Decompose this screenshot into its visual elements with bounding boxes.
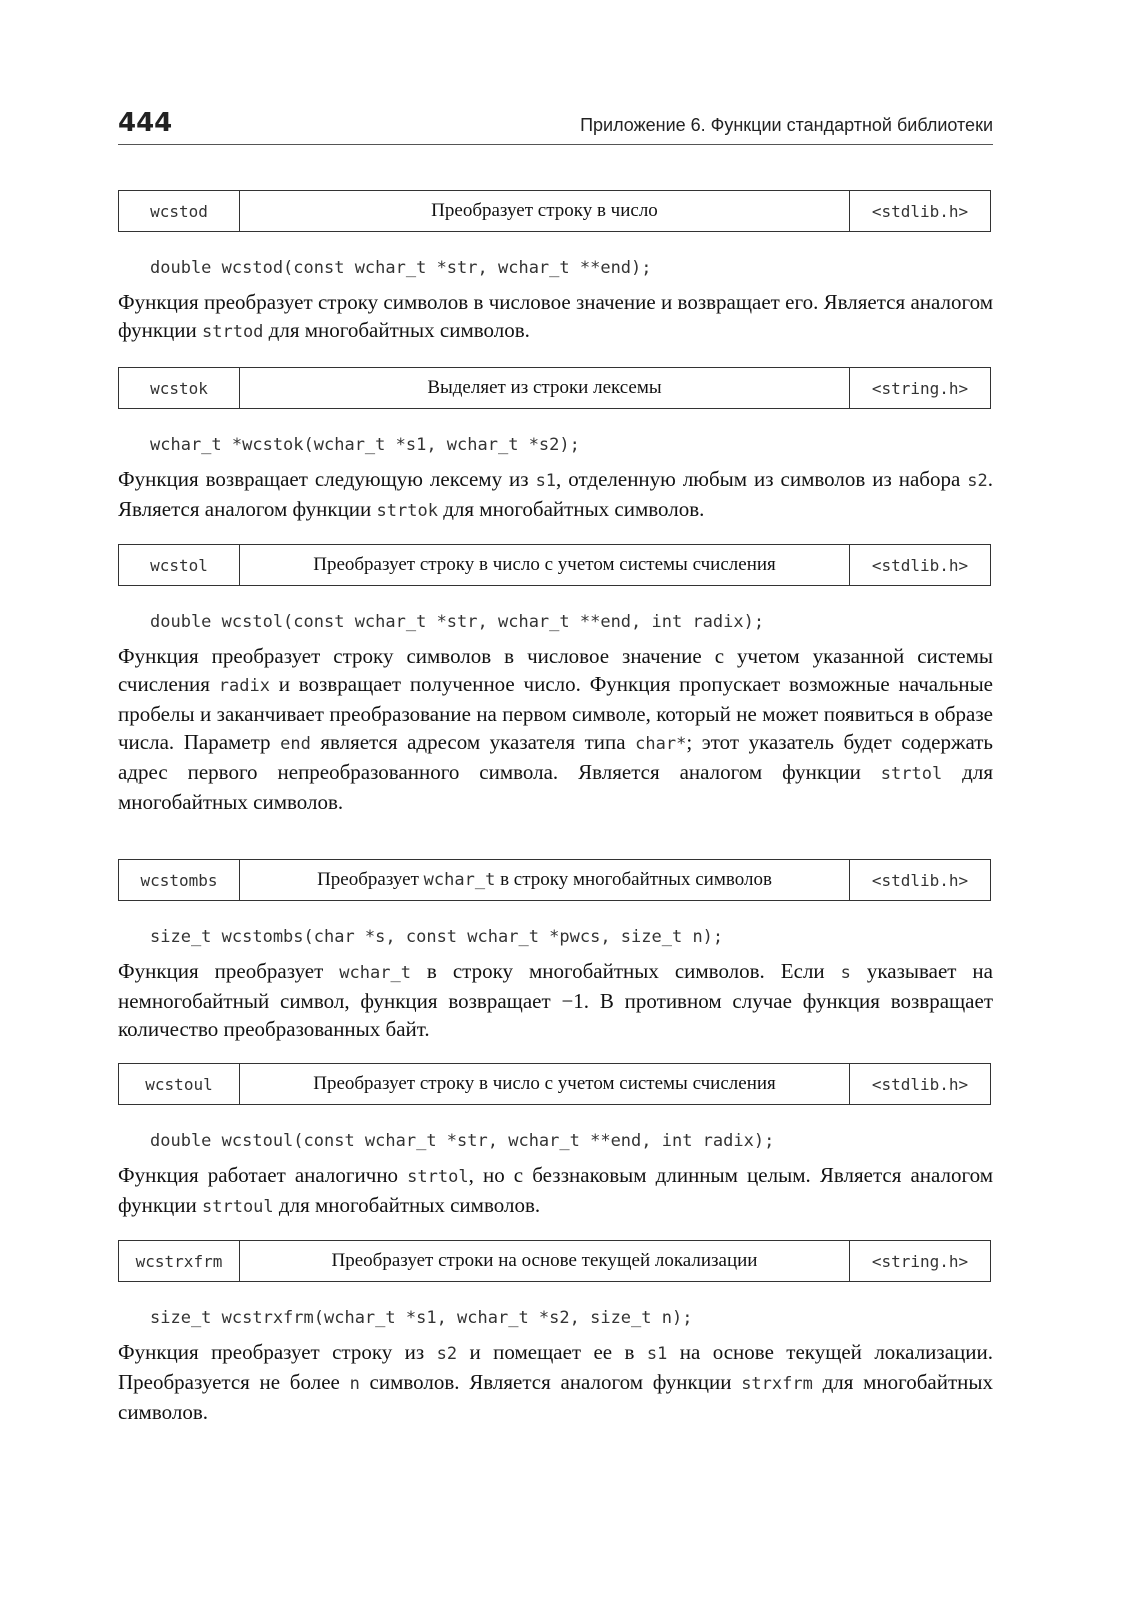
- text-part: Преобразует: [317, 869, 424, 890]
- code-term: strtol: [880, 764, 943, 784]
- code-term: wchar_t: [423, 870, 496, 890]
- function-prototype: double wcstod(const wchar_t *str, wchar_t **end);: [150, 258, 652, 278]
- code-term: strtok: [376, 501, 438, 521]
- text-part: является адресом указателя типа: [310, 730, 636, 754]
- function-name: wcstol: [119, 545, 240, 585]
- code-term: end: [280, 734, 311, 754]
- text-part: Функция преобразует строку из: [118, 1340, 437, 1364]
- text-part: в строку многобайтных символов. Если: [410, 959, 841, 983]
- code-term: s: [840, 963, 851, 983]
- function-prototype: size_t wcstombs(char *s, const wchar_t *pwcs, size_t n);: [150, 927, 724, 947]
- function-entry-wcstrxfrm: [118, 1240, 991, 1282]
- function-description-text: [118, 1338, 993, 1426]
- text-part: , отделенную любым из символов из набора: [556, 467, 968, 491]
- function-description: Преобразует строку в число с учетом системы счисления: [240, 1064, 850, 1104]
- text-part: в строку многобайтных символов: [495, 869, 772, 890]
- function-prototype: double wcstoul(const wchar_t *str, wchar_t **end, int radix);: [150, 1131, 775, 1151]
- text-part: ; этот указатель будет содержать адрес первого непреобразованного символа. Является аналогом функции: [118, 730, 993, 784]
- code-term: strtod: [202, 322, 264, 342]
- function-description-text: [118, 288, 993, 346]
- code-term: s2: [436, 1344, 458, 1364]
- function-description-text: [118, 642, 993, 816]
- function-prototype: size_t wcstrxfrm(wchar_t *s1, wchar_t *s2, size_t n);: [150, 1308, 693, 1328]
- code-term: wchar_t: [339, 963, 411, 983]
- text-part: и помещает ее в: [457, 1340, 647, 1364]
- header-file: <stdlib.h>: [871, 870, 969, 890]
- header-file: <stdlib.h>: [871, 1074, 969, 1094]
- code-term: radix: [218, 676, 270, 696]
- text-part: для многобайтных символов.: [263, 318, 530, 342]
- text-part: указывает на немногобайтный символ, функция возвращает −1. В противном случае функция возвращает количество преобразованных байт.: [118, 959, 993, 1041]
- text-part: для многобайтных символов.: [118, 1370, 993, 1424]
- code-term: strtoul: [202, 1197, 274, 1217]
- text-part: Функция работает аналогично: [118, 1163, 408, 1187]
- function-name: wcstod: [119, 191, 240, 231]
- text-part: для многобайтных символов.: [118, 760, 993, 814]
- function-entry-wcstombs: [118, 859, 991, 901]
- text-part: Функция возвращает следующую лексему из: [118, 467, 536, 491]
- text-part: на основе текущей локализации. Преобразуется не более: [118, 1340, 993, 1394]
- text-part: Функция преобразует строку символов в числовое значение и возвращает его. Является аналогом функции: [118, 290, 993, 342]
- function-description-text: [118, 1161, 993, 1221]
- code-term: s1: [646, 1344, 668, 1364]
- text-part: . Является аналогом функции: [118, 467, 993, 521]
- code-term: char*: [635, 734, 687, 754]
- header-file: <stdlib.h>: [871, 555, 969, 575]
- function-description: Преобразует строку в число: [240, 191, 850, 231]
- function-name: wcstrxfrm: [119, 1241, 240, 1281]
- text-part: Функция преобразует: [118, 959, 340, 983]
- code-term: s2: [967, 471, 988, 491]
- running-head: Приложение 6. Функции стандартной библиотеки: [580, 115, 993, 135]
- text-part: символов. Является аналогом функции: [359, 1370, 742, 1394]
- function-name: wcstoul: [119, 1064, 240, 1104]
- function-description: Преобразует строки на основе текущей локализации: [240, 1241, 850, 1281]
- function-description-text: [118, 465, 993, 525]
- function-entry-wcstok: [118, 367, 991, 409]
- function-name: wcstombs: [119, 860, 240, 900]
- code-term: strxfrm: [741, 1374, 813, 1394]
- function-prototype: wchar_t *wcstok(wchar_t *s1, wchar_t *s2);: [150, 435, 580, 455]
- page-number: 444: [118, 108, 173, 138]
- function-description-text: [118, 957, 993, 1043]
- header-file: <string.h>: [871, 378, 969, 398]
- text-part: , но с беззнаковым длинным целым. Является аналогом функции: [118, 1163, 993, 1217]
- code-term: strtol: [407, 1167, 469, 1187]
- header-file: <stdlib.h>: [871, 201, 969, 221]
- function-description: Выделяет из строки лексемы: [240, 368, 850, 408]
- code-term: n: [349, 1374, 360, 1394]
- function-description: [240, 860, 850, 900]
- function-entry-wcstoul: [118, 1063, 991, 1105]
- text-part: для многобайтных символов.: [437, 497, 705, 521]
- function-name: wcstok: [119, 368, 240, 408]
- text-part: для многобайтных символов.: [273, 1193, 541, 1217]
- function-description: Преобразует строку в число с учетом системы счисления: [240, 545, 850, 585]
- text-part: и возвращает полученное число. Функция пропускает возможные начальные пробелы и заканчивает преобразование на первом символе, который не может появиться в образе числа. Параметр: [118, 672, 993, 754]
- header-file: <string.h>: [871, 1251, 969, 1271]
- page-header: [118, 108, 993, 145]
- function-prototype: double wcstol(const wchar_t *str, wchar_t **end, int radix);: [150, 612, 765, 632]
- function-entry-wcstod: [118, 190, 991, 232]
- code-term: s1: [535, 471, 557, 491]
- text-part: Функция преобразует строку символов в числовое значение с учетом указанной системы счисления: [118, 644, 993, 696]
- function-entry-wcstol: [118, 544, 991, 586]
